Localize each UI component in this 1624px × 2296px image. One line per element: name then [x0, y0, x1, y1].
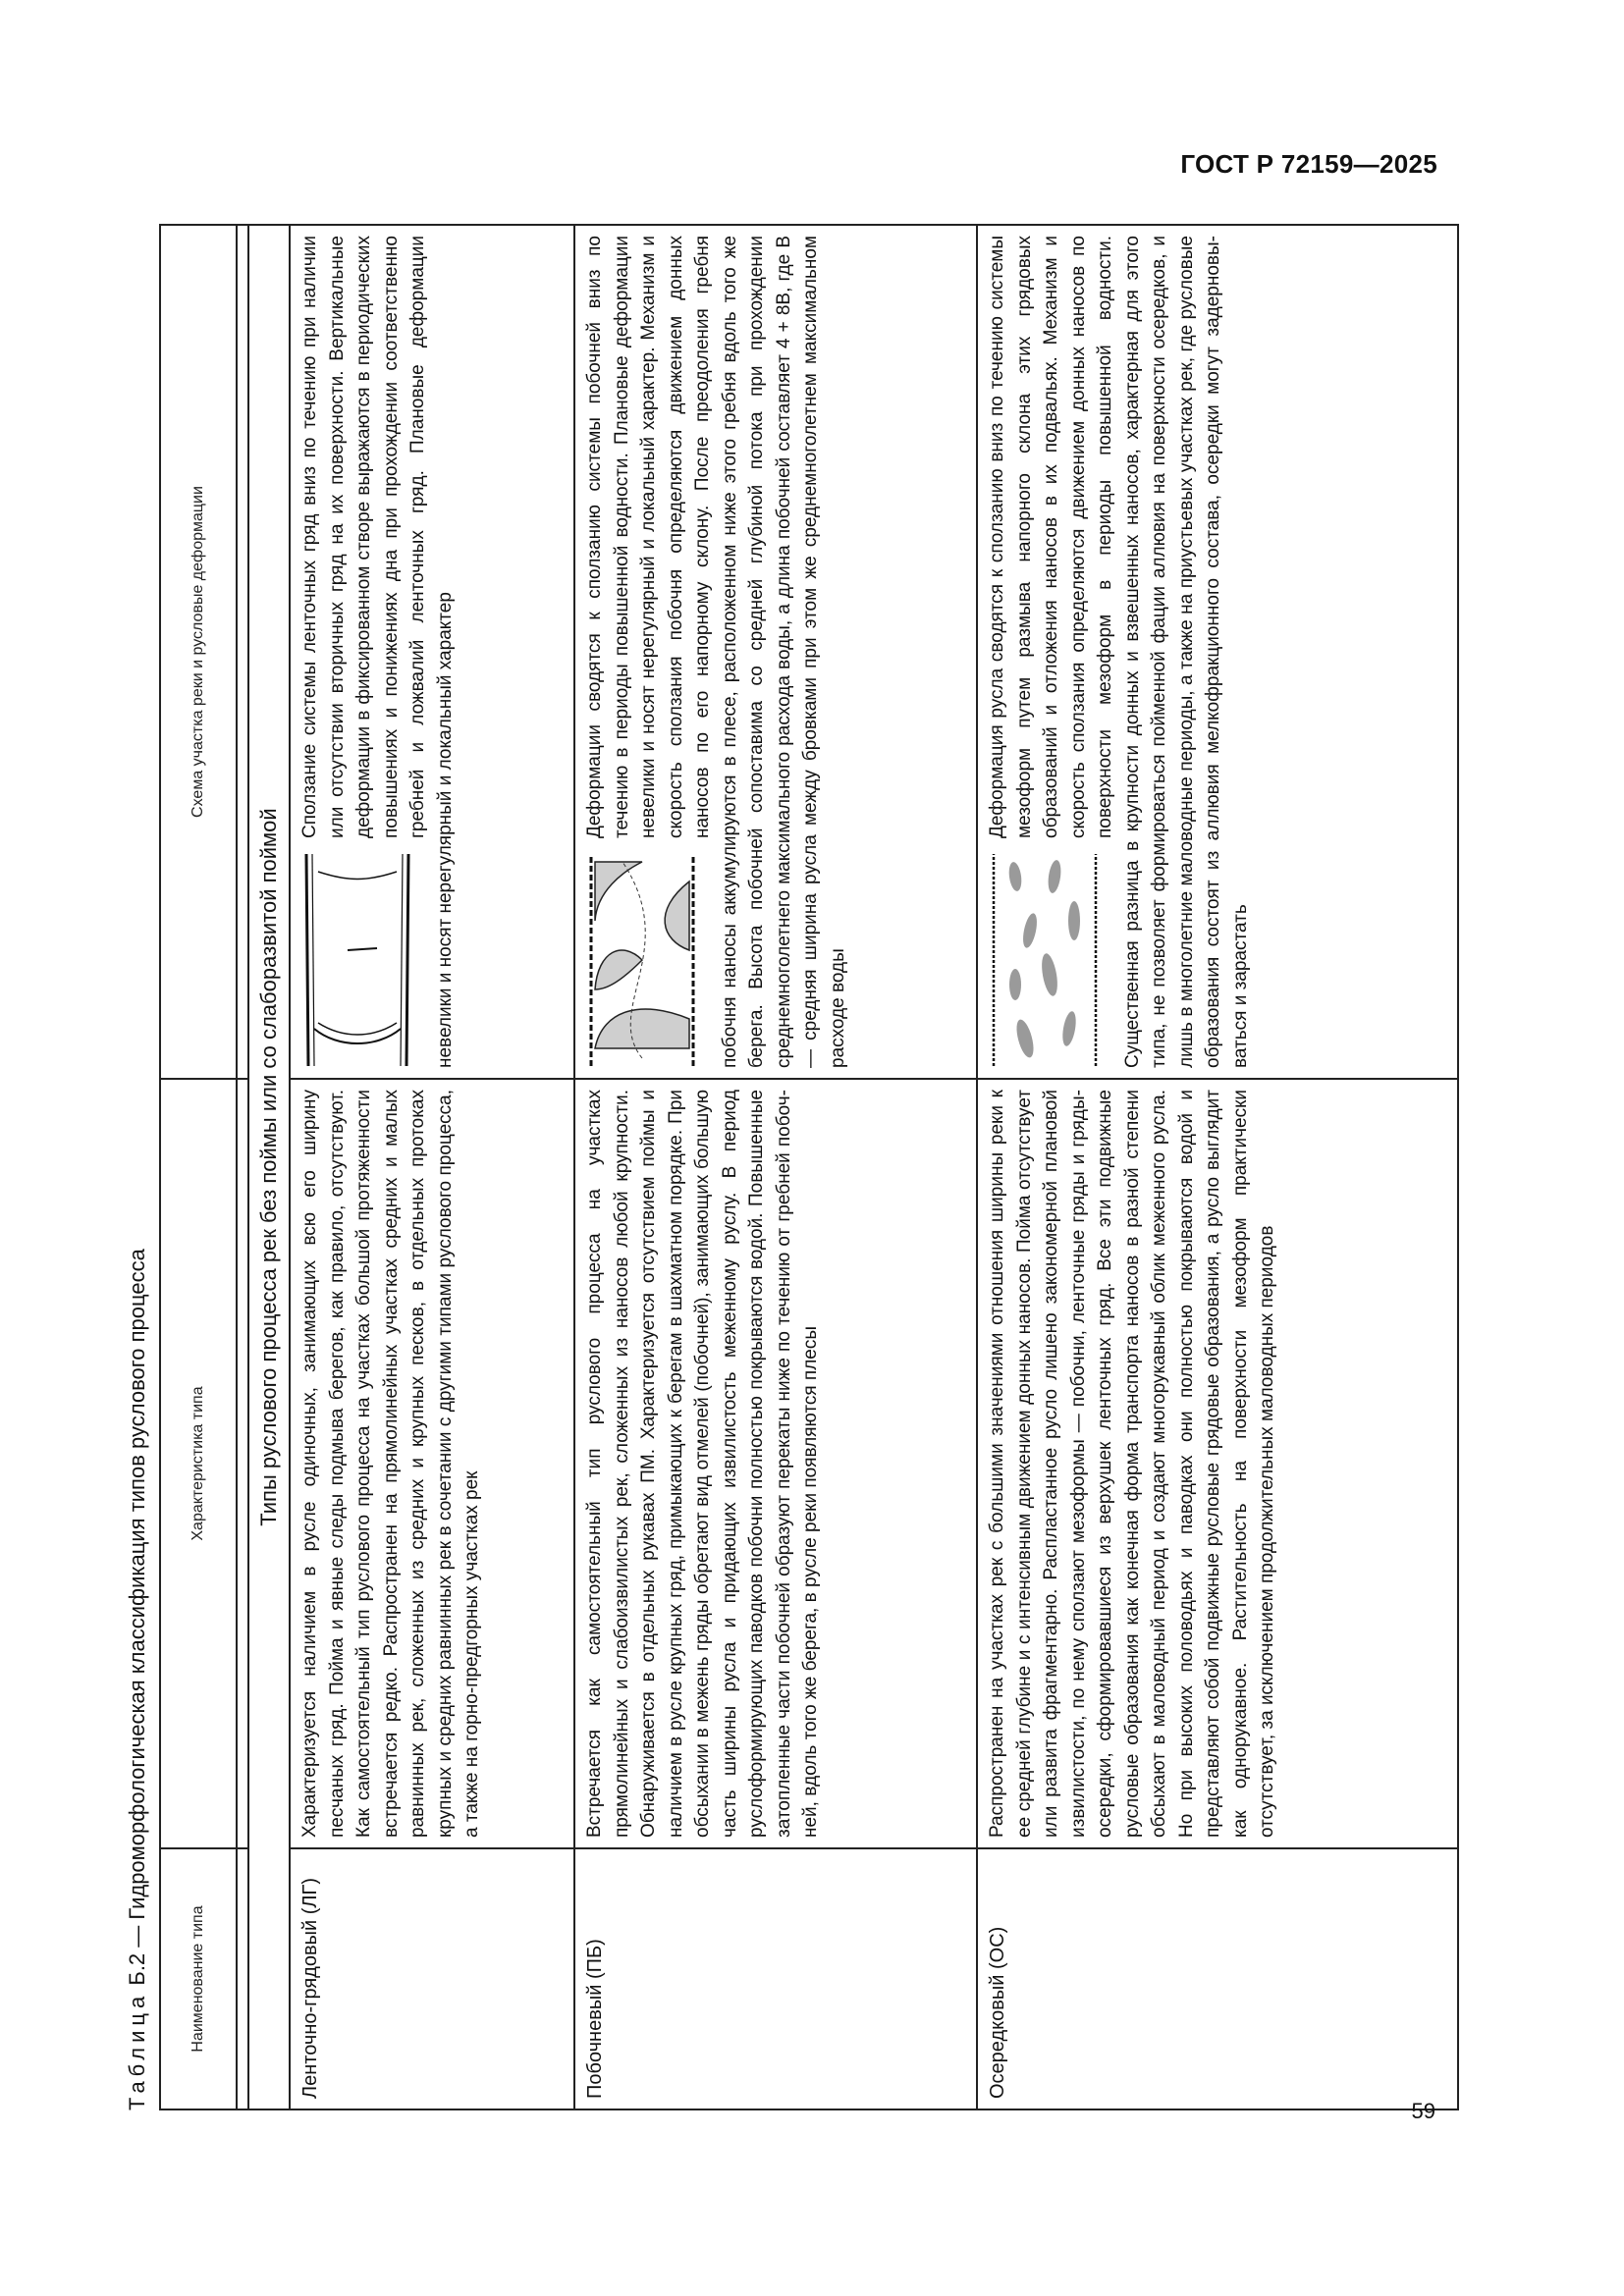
type-schema [574, 225, 977, 1079]
type-deformation: Деформация русла сводятся к сползанию вниз по течению системы мезоформ путем размыва напорного склона этих грядовых образований и отложения наносов в их подвальях. Механизм и скорость сползания определяются движением донных наносов по поверхности мезоформ в периоды повышенной водности. Существенная разница в крупности донных и взвешенных наносов, характерная для этого типа, не позволяет формироваться пойменной фации аллювия на поверхности осередков, и лишь в многолетние маловодные периоды, а также на приустьевых участках рек, где русловые образования состоят из аллювия мелкофракционного состава, осередки могут задерновываться и зарастать [987, 236, 1251, 1068]
caption-prefix: Таблица [125, 1991, 149, 2110]
point-bar-diagram [583, 852, 701, 1068]
table-row [290, 225, 574, 2109]
standard-header: ГОСТ Р 72159—2025 [1180, 149, 1437, 179]
section-row [248, 225, 290, 2109]
type-name: Побочневый (ПБ) [574, 1848, 977, 2109]
table-header-row [160, 225, 237, 2109]
table-caption [118, 226, 157, 2110]
table-spacer-row [237, 225, 248, 2109]
caption-title: Б.2 — Гидроморфологическая классификация типов руслового процесса [125, 1249, 149, 1992]
ribbon-ridge-diagram [298, 852, 416, 1068]
table-row [977, 225, 1458, 2109]
classification-table [159, 224, 1459, 2110]
type-deformation: Деформации сводятся к сползанию системы побочней вниз по течению в периоды повышенной водности. Плановые деформации невелики и носят нерегулярный и локальный характер. Механизм и скорость сползания побочня определяются движением донных наносов по его напорному склону. После преодоления гребня побочня наносы аккумулируются в плесе, расположенном ниже этого гребня вдоль того же берега. Высота побочней сопоставима со средней глубиной потока при прохождении среднемноголетнего максимального расхода воды, а длина побочней составляет 4 + 8B, где B — средняя ширина русла между бровками при этом же среднемноголетнем максимальном расходе воды [584, 236, 848, 1068]
col-header-schema: Схема участка реки и русловые деформации [160, 225, 237, 1079]
braided-bar-diagram [986, 852, 1104, 1068]
type-characteristic: Встречается как самостоятельный тип руслового процесса на участках прямолинейных и слабоизвилистых рек, сложенных из наносов любой крупности. Обнаруживается в отдельных рукавах ПМ. Характеризуется отсутствием поймы и наличием в русле крупных гряд, примыкающих к берегам в шахматном порядке. При обсыхании в межень гряды обретают вид отмелей (побочней), занимающих большую часть ширины русла и придающих извилистость меженному руслу. В период руслоформирующих паводков побочни полностью покрываются водой. Повышенные затопленные части побочней образуют перекаты ниже по течению от гребней побочней, вдоль того же берега, в русле реки появляются плесы [574, 1079, 977, 1848]
col-header-characteristic: Характеристика типа [160, 1079, 237, 1848]
type-characteristic: Характеризуется наличием в русле одиночных, занимающих всю его ширину песчаных гряд. Пойма и явные следы подмыва берегов, как правило, отсутствуют. Как самостоятельный тип руслового процесса на участках большой протяженности встречается редко. Распространен на прямолинейных участках средних и малых равнинных рек, сложенных из средних и крупных песков, в отдельных протоках крупных и средних равнинных рек в сочетании с другими типами руслового процесса, а также на горно-предгорных участках рек [290, 1079, 574, 1848]
col-header-name: Наименование типа [160, 1848, 237, 2109]
table-row [574, 225, 977, 2109]
rotated-table-area [118, 226, 1404, 2110]
page-number: 59 [1411, 2099, 1435, 2123]
type-characteristic: Распространен на участках рек с большими значениями отношения ширины реки к ее средней глубине и с интенсивным движением донных наносов. Пойма отсутствует или развита фрагментарно. Распластанное русло лишено закономерной плановой извилистости, по нему сползают мезоформы — побочни, ленточные гряды и гряды-осередки, сформировавшиеся из верхушек ленточных гряд. Все эти подвижные русловые образования как конечная форма транспорта наносов в разной степени обсыхают в маловодный период и создают многорукавный облик меженного русла. Но при высоких половодьях и паводках они полностью покрываются водой и представляют собой подвижные русловые грядовые образования, а русло выглядит как однорукавное. Растительность на поверхности мезоформ практически отсутствует, за исключением продолжительных маловодных периодов [977, 1079, 1458, 1848]
type-name: Осередковый (ОС) [977, 1848, 1458, 2109]
type-schema [290, 225, 574, 1079]
section-title: Типы руслового процесса рек без поймы или со слаборазвитой поймой [248, 225, 290, 2109]
type-deformation: Сползание системы ленточных гряд вниз по течению при наличии или отсутствии вторичных гряд на их поверхности. Вертикальные деформации в фиксированном створе выражаются в периодических повышениях и понижениях дна при прохождении соответственно гребней и ложвалий ленточных гряд. Плановые деформации невелики и носят нерегулярный и локальный характер [299, 236, 456, 1068]
type-schema [977, 225, 1458, 1079]
type-name: Ленточно-грядовый (ЛГ) [290, 1848, 574, 2109]
